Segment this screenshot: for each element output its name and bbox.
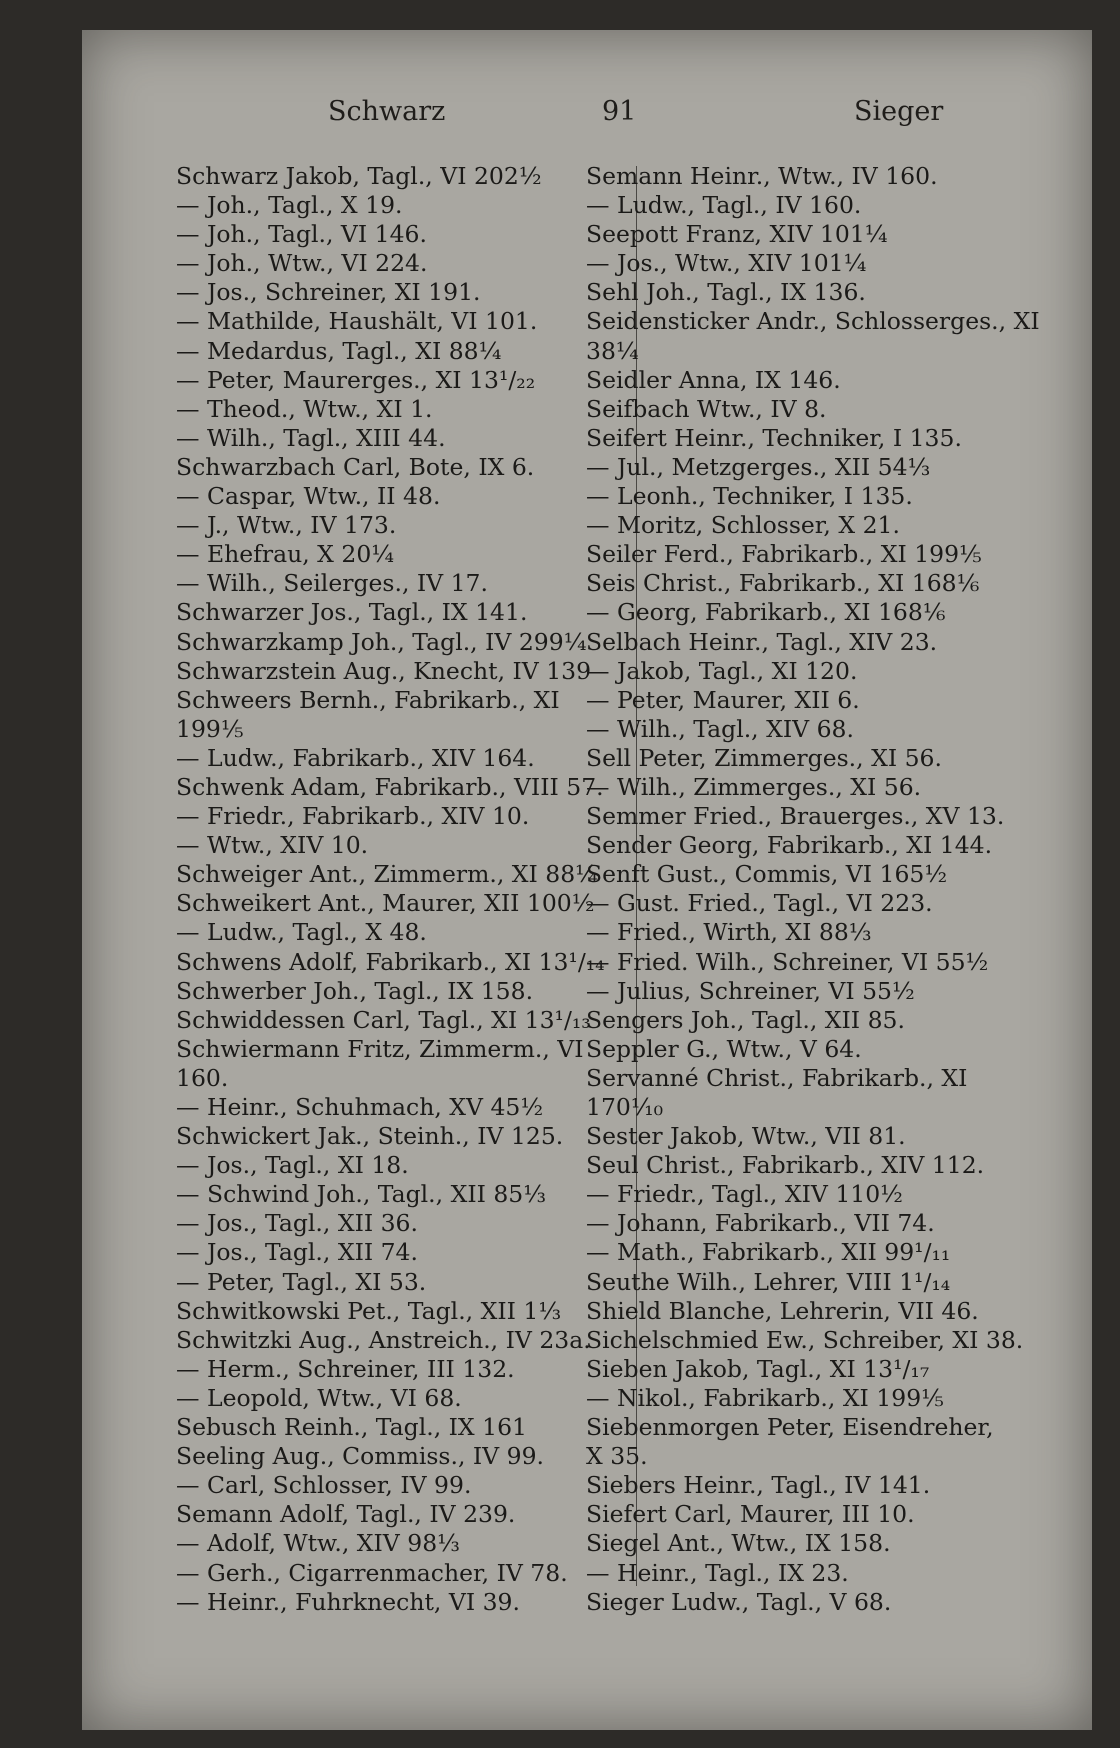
directory-entry: — Schwind Joh., Tagl., XII 85⅓: [176, 1180, 547, 1209]
directory-entry: Senft Gust., Commis, VI 165½: [586, 860, 948, 889]
directory-entry: Seifert Heinr., Techniker, I 135.: [586, 423, 962, 452]
directory-entry: Siegel Ant., Wtw., IX 158.: [586, 1529, 891, 1558]
directory-entry: Sieben Jakob, Tagl., XI 13¹/₁₇: [586, 1354, 930, 1383]
left-column: [176, 162, 646, 1617]
directory-entry: — Heinr., Tagl., IX 23.: [586, 1558, 849, 1587]
directory-entry: Servanné Christ., Fabrikarb., XI: [586, 1063, 968, 1092]
directory-entry: — Wilh., Tagl., XIII 44.: [176, 423, 446, 452]
directory-entry: — Julius, Schreiner, VI 55½: [586, 976, 915, 1005]
directory-entry: Siebers Heinr., Tagl., IV 141.: [586, 1471, 931, 1500]
directory-entry: — Leopold, Wtw., VI 68.: [176, 1383, 462, 1412]
page-header: [82, 96, 1092, 136]
directory-entry: — Adolf, Wtw., XIV 98⅓: [176, 1529, 460, 1558]
directory-entry: Seeling Aug., Commiss., IV 99.: [176, 1442, 544, 1471]
directory-entry: X 35.: [586, 1442, 648, 1471]
directory-entry: — Jos., Tagl., XII 74.: [176, 1238, 418, 1267]
directory-entry: — Friedr., Tagl., XIV 110½: [586, 1180, 903, 1209]
directory-entry: — Nikol., Fabrikarb., XI 199⅕: [586, 1383, 944, 1412]
directory-entry: Seidensticker Andr., Schlosserges., XI: [586, 307, 1040, 336]
directory-entry: Semmer Fried., Brauerges., XV 13.: [586, 802, 1005, 831]
directory-entry: — Jos., Wtw., XIV 101¼: [586, 249, 867, 278]
directory-entry: Schwarzbach Carl, Bote, IX 6.: [176, 452, 535, 481]
directory-entry: Seifbach Wtw., IV 8.: [586, 394, 827, 423]
directory-entry: 38¼: [586, 336, 639, 365]
directory-entry: — Johann, Fabrikarb., VII 74.: [586, 1209, 935, 1238]
directory-entry: Schweers Bernh., Fabrikarb., XI: [176, 685, 560, 714]
directory-entry: — Jul., Metzgerges., XII 54⅓: [586, 452, 931, 481]
directory-entry: Schwerber Joh., Tagl., IX 158.: [176, 976, 534, 1005]
directory-entry: 170⅒: [586, 1093, 664, 1121]
directory-entry: Sichelschmied Ew., Schreiber, XI 38.: [586, 1325, 1024, 1354]
directory-entry: — Fried., Wirth, XI 88⅓: [586, 918, 872, 947]
directory-entry: Schwitzki Aug., Anstreich., IV 23a.: [176, 1325, 591, 1354]
directory-entry: — Theod., Wtw., XI 1.: [176, 394, 433, 423]
directory-page: [82, 30, 1092, 1730]
directory-entry: Seiler Ferd., Fabrikarb., XI 199⅕: [586, 540, 982, 569]
directory-entry: Sell Peter, Zimmerges., XI 56.: [586, 743, 942, 772]
directory-entry: — Joh., Tagl., VI 146.: [176, 220, 427, 249]
directory-entry: — Leonh., Techniker, I 135.: [586, 482, 913, 511]
directory-entry: Schwarz Jakob, Tagl., VI 202½: [176, 162, 542, 190]
header-left-keyword: Schwarz: [328, 96, 446, 127]
directory-entry: — Gerh., Cigarrenmacher, IV 78.: [176, 1558, 568, 1587]
directory-entry: Schwens Adolf, Fabrikarb., XI 13¹/₁₄: [176, 947, 605, 976]
directory-entry: — Georg, Fabrikarb., XI 168⅙: [586, 598, 946, 627]
directory-entry: Seis Christ., Fabrikarb., XI 168⅙: [586, 569, 980, 598]
directory-entry: — Caspar, Wtw., II 48.: [176, 482, 441, 511]
directory-entry: Schwiermann Fritz, Zimmerm., VI: [176, 1034, 584, 1063]
directory-entry: — Peter, Tagl., XI 53.: [176, 1267, 427, 1296]
directory-entry: 199⅕: [176, 714, 244, 743]
directory-entry: Siebenmorgen Peter, Eisendreher,: [586, 1413, 994, 1442]
directory-entry: — Medardus, Tagl., XI 88¼: [176, 336, 502, 365]
directory-entry: — Heinr., Fuhrknecht, VI 39.: [176, 1587, 520, 1616]
directory-entry: — Joh., Tagl., X 19.: [176, 191, 403, 220]
directory-entry: Shield Blanche, Lehrerin, VII 46.: [586, 1296, 979, 1325]
directory-entry: Schwickert Jak., Steinh., IV 125.: [176, 1122, 564, 1151]
directory-entry: — Wtw., XIV 10.: [176, 831, 369, 860]
directory-entry: Seepott Franz, XIV 101¼: [586, 220, 888, 249]
directory-entry: Schwitkowski Pet., Tagl., XII 1⅓: [176, 1296, 562, 1325]
directory-entry: Schwenk Adam, Fabrikarb., VIII 57.: [176, 772, 604, 801]
directory-entry: Semann Adolf, Tagl., IV 239.: [176, 1500, 516, 1529]
directory-entry: Selbach Heinr., Tagl., XIV 23.: [586, 627, 938, 656]
directory-entry: — Wilh., Seilerges., IV 17.: [176, 569, 488, 598]
header-right-keyword: Sieger: [854, 96, 944, 127]
directory-entry: Seppler G., Wtw., V 64.: [586, 1034, 862, 1063]
directory-entry: — Ehefrau, X 20¼: [176, 540, 395, 569]
page-number: 91: [602, 96, 637, 127]
directory-entry: Seidler Anna, IX 146.: [586, 365, 841, 394]
directory-entry: — Joh., Wtw., VI 224.: [176, 249, 428, 278]
directory-entry: Sester Jakob, Wtw., VII 81.: [586, 1122, 906, 1151]
directory-entry: — Gust. Fried., Tagl., VI 223.: [586, 889, 933, 918]
right-column: [586, 162, 1060, 1617]
directory-entry: Sengers Joh., Tagl., XII 85.: [586, 1005, 905, 1034]
directory-entry: Schwarzstein Aug., Knecht, IV 139: [176, 656, 592, 685]
directory-entry: — Heinr., Schuhmach, XV 45½: [176, 1093, 544, 1121]
directory-entry: Schwarzer Jos., Tagl., IX 141.: [176, 598, 528, 627]
directory-entry: — Carl, Schlosser, IV 99.: [176, 1471, 472, 1500]
directory-entry: Seuthe Wilh., Lehrer, VIII 1¹/₁₄: [586, 1267, 951, 1296]
directory-entry: — Jos., Schreiner, XI 191.: [176, 278, 481, 307]
directory-entry: — Fried. Wilh., Schreiner, VI 55½: [586, 947, 989, 976]
directory-entry: Seul Christ., Fabrikarb., XIV 112.: [586, 1151, 985, 1180]
directory-entry: — Jos., Tagl., XII 36.: [176, 1209, 418, 1238]
directory-entry: — Wilh., Zimmerges., XI 56.: [586, 772, 922, 801]
directory-entry: — Moritz, Schlosser, X 21.: [586, 511, 900, 540]
directory-entry: 160.: [176, 1063, 229, 1092]
directory-entry: — Peter, Maurerges., XI 13¹/₂₂: [176, 365, 536, 394]
directory-entry: — Ludw., Tagl., X 48.: [176, 918, 427, 947]
directory-entry: — J., Wtw., IV 173.: [176, 511, 397, 540]
directory-entry: Sebusch Reinh., Tagl., IX 161: [176, 1413, 527, 1442]
directory-entry: — Math., Fabrikarb., XII 99¹/₁₁: [586, 1238, 951, 1267]
directory-entry: — Jakob, Tagl., XI 120.: [586, 656, 858, 685]
directory-entry: — Herm., Schreiner, III 132.: [176, 1354, 515, 1383]
directory-entry: Schwarzkamp Joh., Tagl., IV 299¼: [176, 627, 587, 656]
directory-entry: — Ludw., Tagl., IV 160.: [586, 191, 862, 220]
directory-entry: — Wilh., Tagl., XIV 68.: [586, 714, 854, 743]
directory-entry: Semann Heinr., Wtw., IV 160.: [586, 162, 938, 190]
directory-entry: — Peter, Maurer, XII 6.: [586, 685, 860, 714]
directory-entry: Schwiddessen Carl, Tagl., XI 13¹/₁₃: [176, 1005, 591, 1034]
directory-entry: — Jos., Tagl., XI 18.: [176, 1151, 409, 1180]
directory-entry: Siefert Carl, Maurer, III 10.: [586, 1500, 915, 1529]
directory-entry: Sieger Ludw., Tagl., V 68.: [586, 1587, 892, 1616]
directory-entry: Sender Georg, Fabrikarb., XI 144.: [586, 831, 993, 860]
directory-entry: Sehl Joh., Tagl., IX 136.: [586, 278, 866, 307]
directory-entry: Schweikert Ant., Maurer, XII 100½: [176, 889, 595, 918]
directory-entry: — Mathilde, Haushält, VI 101.: [176, 307, 538, 336]
directory-entry: — Ludw., Fabrikarb., XIV 164.: [176, 743, 535, 772]
directory-entry: — Friedr., Fabrikarb., XIV 10.: [176, 802, 530, 831]
directory-entry: Schweiger Ant., Zimmerm., XI 88¼: [176, 860, 598, 889]
